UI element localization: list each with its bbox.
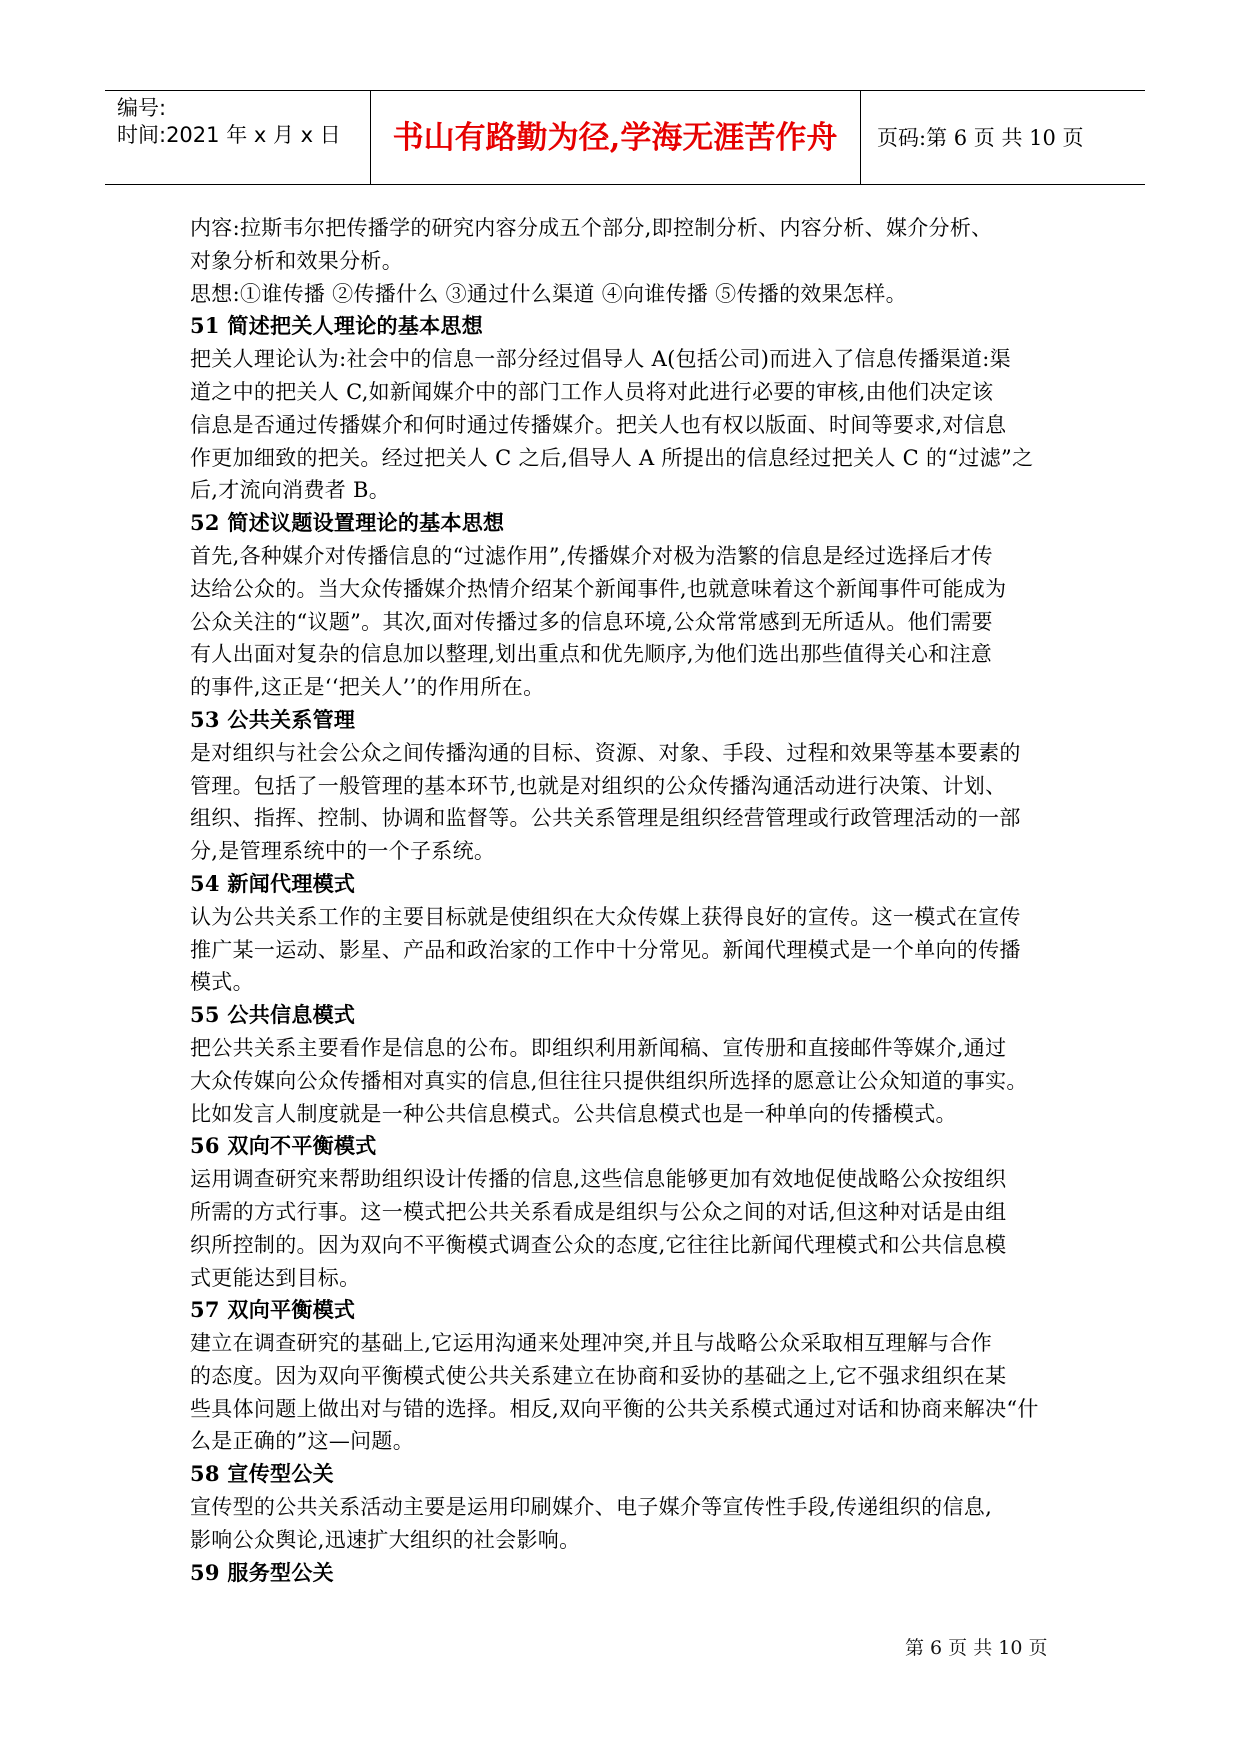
body-text-line: 道之中的把关人 C,如新闻媒介中的部门工作人员将对此进行必要的审核,由他们决定该 bbox=[190, 379, 994, 404]
section-heading: 53 公共关系管理 bbox=[190, 706, 356, 732]
body-text-line: 把公共关系主要看作是信息的公布。即组织利用新闻稿、宣传册和直接邮件等媒介,通过 bbox=[190, 1035, 1007, 1060]
body-text-line: 所需的方式行事。这一模式把公共关系看成是组织与公众之间的对话,但这种对话是由组 bbox=[190, 1199, 1007, 1224]
section-heading: 59 服务型公关 bbox=[190, 1559, 334, 1585]
body-text-line: 首先,各种媒介对传播信息的“过滤作用”,传播媒介对极为浩繁的信息是经过选择后才传 bbox=[190, 543, 993, 568]
body-text-line: 织所控制的。因为双向不平衡模式调查公众的态度,它往往比新闻代理模式和公共信息模 bbox=[190, 1232, 1007, 1257]
body-text-line: 建立在调查研究的基础上,它运用沟通来处理冲突,并且与战略公众采取相互理解与合作 bbox=[190, 1331, 993, 1356]
body-text-line: 分,是管理系统中的一个子系统。 bbox=[190, 839, 496, 864]
header-page-number: 页码:第 6 页 共 10 页 bbox=[877, 126, 1084, 150]
body-text-line: 内容:拉斯韦尔把传播学的研究内容分成五个部分,即控制分析、内容分析、媒介分析、 bbox=[190, 216, 993, 240]
body-text-line: 推广某一运动、影星、产品和政治家的工作中十分常见。新闻代理模式是一个单向的传播 bbox=[190, 937, 1021, 962]
body-text-line: 对象分析和效果分析。 bbox=[190, 248, 403, 273]
body-text-line: 管理。包括了一般管理的基本环节,也就是对组织的公众传播沟通活动进行决策、计划、 bbox=[190, 773, 1007, 798]
body-text-line: 么是正确的”这—问题。 bbox=[190, 1429, 415, 1454]
body-text-line: 式更能达到目标。 bbox=[190, 1265, 361, 1290]
body-text-line: 作更加细致的把关。经过把关人 C 之后,倡导人 A 所提出的信息经过把关人 C 的“过滤”之 bbox=[190, 445, 1034, 470]
header-motto: 书山有路勤为径,学海无涯苦作舟 bbox=[392, 120, 838, 156]
section-heading: 57 双向平衡模式 bbox=[190, 1297, 356, 1323]
body-text-line: 大众传媒向公众传播相对真实的信息,但往往只提供组织所选择的愿意让公众知道的事实。 bbox=[190, 1068, 1028, 1093]
body-text-line: 些具体问题上做出对与错的选择。相反,双向平衡的公共关系模式通过对话和协商来解决“什 bbox=[190, 1396, 1039, 1421]
body-text-line: 把关人理论认为:社会中的信息一部分经过倡导人 A(包括公司)而进入了信息传播渠道:渠 bbox=[190, 347, 1011, 372]
body-text-line: 比如发言人制度就是一种公共信息模式。公共信息模式也是一种单向的传播模式。 bbox=[190, 1101, 957, 1126]
body-text-line: 模式。 bbox=[190, 970, 254, 995]
body-text-line: 后,才流向消费者 B。 bbox=[190, 478, 391, 503]
header-meta-cell bbox=[105, 91, 371, 184]
body-text-line: 有人出面对复杂的信息加以整理,划出重点和优先顺序,为他们选出那些值得关心和注意 bbox=[190, 642, 993, 667]
body-text-line: 思想:①谁传播 ②传播什么 ③通过什么渠道 ④向谁传播 ⑤传播的效果怎样。 bbox=[190, 281, 907, 306]
document-code-label: 编号: bbox=[117, 96, 167, 120]
document-time-label: 时间:2021 年 x 月 x 日 bbox=[117, 123, 341, 147]
header-page-cell bbox=[861, 91, 1145, 184]
body-text-line: 的态度。因为双向平衡模式使公共关系建立在协商和妥协的基础之上,它不强求组织在某 bbox=[190, 1363, 1007, 1388]
body-text-line: 是对组织与社会公众之间传播沟通的目标、资源、对象、手段、过程和效果等基本要素的 bbox=[190, 740, 1021, 765]
page-footer: 第 6 页 共 10 页 bbox=[905, 1637, 1048, 1659]
section-heading: 54 新闻代理模式 bbox=[190, 870, 356, 896]
body-text-line: 影响公众舆论,迅速扩大组织的社会影响。 bbox=[190, 1527, 581, 1552]
section-heading: 51 简述把关人理论的基本思想 bbox=[190, 313, 484, 339]
body-text-line: 宣传型的公共关系活动主要是运用印刷媒介、电子媒介等宣传性手段,传递组织的信息, bbox=[190, 1495, 993, 1520]
body-text-line: 的事件,这正是‘‘把关人’’的作用所在。 bbox=[190, 675, 545, 700]
body-text-line: 运用调查研究来帮助组织设计传播的信息,这些信息能够更加有效地促使战略公众按组织 bbox=[190, 1167, 1007, 1192]
section-heading: 55 公共信息模式 bbox=[190, 1002, 356, 1028]
body-text-line: 认为公共关系工作的主要目标就是使组织在大众传媒上获得良好的宣传。这一模式在宣传 bbox=[190, 904, 1021, 929]
section-heading: 58 宣传型公关 bbox=[190, 1461, 334, 1487]
section-heading: 56 双向不平衡模式 bbox=[190, 1133, 377, 1159]
section-heading: 52 简述议题设置理论的基本思想 bbox=[190, 510, 505, 536]
body-text-line: 组织、指挥、控制、协调和监督等。公共关系管理是组织经营管理或行政管理活动的一部 bbox=[190, 806, 1021, 831]
body-text-line: 公众关注的“议题”。其次,面对传播过多的信息环境,公众常常感到无所适从。他们需要 bbox=[190, 609, 993, 634]
header-motto-cell bbox=[370, 91, 861, 184]
document-body bbox=[190, 212, 1070, 1589]
body-text-line: 信息是否通过传播媒介和何时通过传播媒介。把关人也有权以版面、时间等要求,对信息 bbox=[190, 412, 1007, 437]
body-text-line: 达给公众的。当大众传播媒介热情介绍某个新闻事件,也就意味着这个新闻事件可能成为 bbox=[190, 576, 1007, 601]
page-header bbox=[105, 90, 1145, 185]
